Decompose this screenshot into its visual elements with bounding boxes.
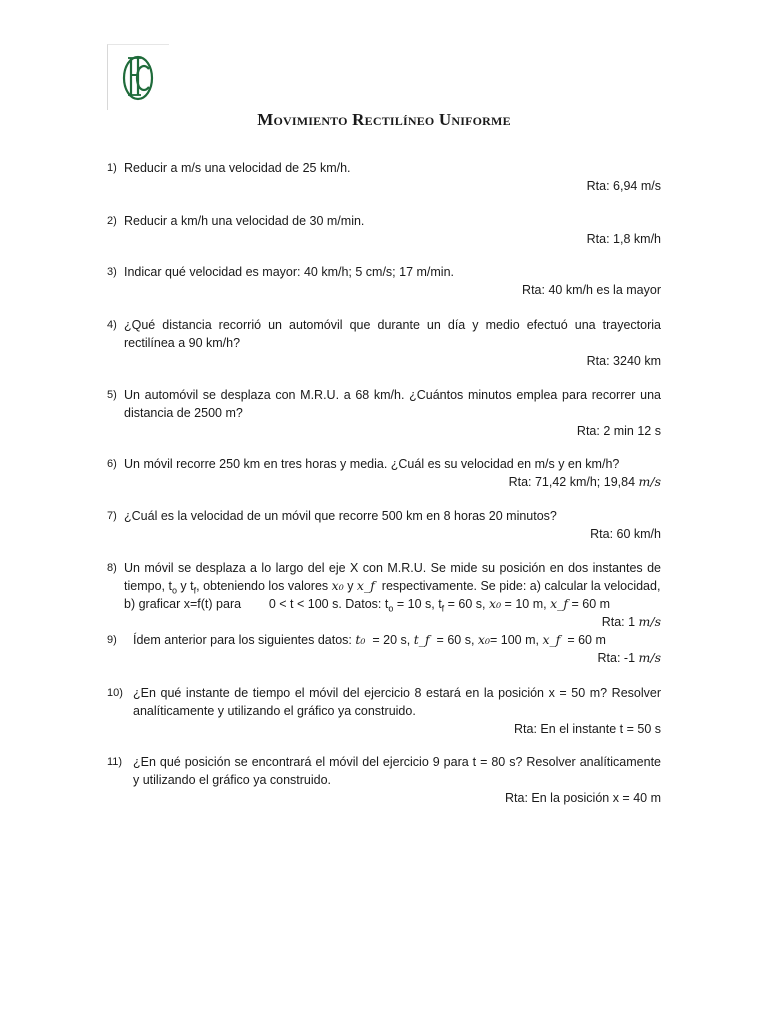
exercise-answer: Rta: 60 km/h: [590, 527, 661, 541]
text-fragment: = 60 m: [568, 597, 611, 611]
exercise-text: [133, 631, 661, 649]
text-fragment: y: [343, 579, 357, 593]
exercise-10: [107, 684, 661, 738]
school-logo: [107, 44, 169, 110]
exercise-text: ¿Cuál es la velocidad de un móvil que recorre 500 km en 8 horas 20 minutos?: [124, 509, 557, 523]
exercise-number: 10): [107, 687, 123, 699]
exercise-text: ¿En qué instante de tiempo el móvil del ejercicio 8 estará en la posición x = 50 m? Resolver analíticamente y utilizando el gráfico ya construido.: [133, 686, 661, 718]
exercise-text: Reducir a km/h una velocidad de 30 m/min.: [124, 214, 365, 228]
exercise-answer: [107, 649, 661, 667]
exercise-3: [107, 263, 661, 299]
math-symbol: x_f: [356, 578, 375, 593]
exercise-answer: [107, 473, 661, 491]
exercise-answer: Rta: 3240 km: [586, 354, 661, 368]
document-title: Movimiento Rectilíneo Uniforme: [257, 110, 511, 129]
exercise-text: Un automóvil se desplaza con M.R.U. a 68 km/h. ¿Cuántos minutos emplea para recorrer una distancia de 2500 m?: [124, 388, 661, 420]
exercise-answer: Rta: 1,8 km/h: [586, 232, 661, 246]
answer-text: Rta: 1: [601, 615, 639, 629]
text-fragment: = 60 m: [560, 633, 606, 647]
exercise-6: [107, 455, 661, 491]
exercise-5: [107, 386, 661, 440]
exercise-text: Un móvil recorre 250 km en tres horas y media. ¿Cuál es su velocidad en m/s y en km/h?: [124, 457, 620, 471]
exercise-answer: Rta: En el instante t = 50 s: [514, 722, 661, 736]
exercise-number: 1): [107, 162, 117, 174]
exercise-text: Reducir a m/s una velocidad de 25 km/h.: [124, 161, 351, 175]
exercise-7: [107, 507, 661, 543]
exercise-number: 4): [107, 319, 117, 331]
exercise-4: [107, 316, 661, 370]
text-fragment: b) graficar x=f(t) para 0 < t < 100 s. Datos: t: [124, 597, 389, 611]
exercise-answer: Rta: 6,94 m/s: [586, 179, 661, 193]
exercise-line: Un móvil se desplaza a lo largo del eje X con M.R.U. Se mide su posición en dos instantes de: [124, 561, 661, 575]
exercise-number: 3): [107, 266, 117, 278]
answer-unit: m/s: [638, 650, 661, 665]
exercise-number: 11): [107, 756, 123, 768]
text-fragment: respectivamente. Se pide: a) calcular la velocidad,: [374, 579, 661, 593]
text-fragment: = 60 s,: [444, 597, 490, 611]
math-symbol: x₀: [489, 596, 502, 611]
exercise-9: [107, 631, 661, 667]
exercise-line: [124, 577, 661, 595]
math-symbol: x₀: [331, 578, 344, 593]
text-fragment: = 60 s,: [429, 633, 478, 647]
exercise-number: 6): [107, 458, 117, 470]
math-symbol: x₀: [477, 632, 490, 647]
text-fragment: = 10 s, t: [393, 597, 442, 611]
exercise-number: 5): [107, 389, 117, 401]
math-symbol: t₀: [355, 632, 366, 647]
exercise-number: 9): [107, 634, 117, 646]
exercise-text: [124, 559, 661, 613]
math-symbol: x_f: [542, 632, 561, 647]
answer-text: Rta: -1: [597, 651, 639, 665]
subscript: f: [193, 585, 197, 596]
text-fragment: = 10 m,: [501, 597, 551, 611]
exercise-2: [107, 212, 661, 248]
exercise-text: ¿Qué distancia recorrió un automóvil que durante un día y medio efectuó una trayectoria rectilínea a 90 km/h?: [124, 318, 661, 350]
school-crest-icon: [108, 45, 168, 109]
subscript: o: [171, 585, 177, 596]
exercise-number: 7): [107, 510, 117, 522]
exercise-answer: Rta: 40 km/h es la mayor: [522, 283, 661, 297]
exercise-8: [107, 559, 661, 631]
exercise-number: 8): [107, 562, 117, 574]
subscript: f: [441, 603, 445, 614]
exercise-text: Indicar qué velocidad es mayor: 40 km/h; 5 cm/s; 17 m/min.: [124, 265, 454, 279]
answer-text: Rta: 71,42 km/h; 19,84: [508, 475, 639, 489]
text-fragment: y t: [176, 579, 194, 593]
exercise-answer: [107, 613, 661, 631]
math-symbol: t_f: [413, 632, 430, 647]
exercise-11: [107, 753, 661, 807]
exercise-number: 2): [107, 215, 117, 227]
text-fragment: Ídem anterior para los siguientes datos:: [133, 633, 356, 647]
answer-unit: m/s: [638, 474, 661, 489]
text-fragment: = 100 m,: [489, 633, 543, 647]
exercise-answer: Rta: 2 min 12 s: [576, 424, 661, 438]
answer-unit: m/s: [638, 614, 661, 629]
text-fragment: tiempo, t: [124, 579, 172, 593]
text-fragment: , obteniendo los valores: [196, 579, 332, 593]
exercise-answer: Rta: En la posición x = 40 m: [505, 791, 661, 805]
subscript: o: [388, 603, 394, 614]
exercise-line: [124, 595, 661, 613]
exercise-text: ¿En qué posición se encontrará el móvil del ejercicio 9 para t = 80 s? Resolver analíticamente y utilizando el gráfico ya construido.: [133, 755, 661, 787]
exercise-1: [107, 159, 661, 195]
text-fragment: = 20 s,: [365, 633, 414, 647]
math-symbol: x_f: [550, 596, 568, 611]
